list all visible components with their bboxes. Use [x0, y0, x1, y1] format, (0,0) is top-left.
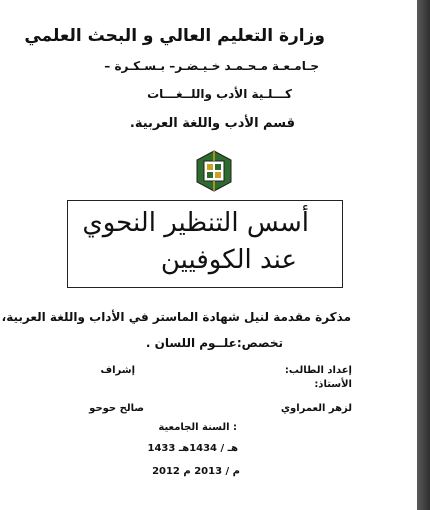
thesis-purpose: مذكرة مقدمة لنيل شهادة الماستر في الأداب واللغة العربية، — [1, 310, 351, 324]
thesis-title: أسس التنظير النحوي — [82, 208, 309, 238]
thesis-specialization: تخصص:علــوم اللسان . — [145, 336, 283, 350]
ministry-heading: وزارة التعليم العالي و البحث العلمي — [24, 26, 325, 46]
faculty-name: كـــلـية الأدب واللــغـــات — [147, 87, 292, 101]
professor-label: الأستاذ: — [314, 379, 352, 390]
viewer-background — [417, 0, 430, 510]
supervision-label: إشراف — [100, 365, 135, 376]
prepared-by-label: إعداد الطالب: — [284, 365, 352, 376]
university-name: جـامـعـة مـحـمـد خـيـضـر– بـسـكـرة – — [104, 59, 319, 73]
department-name: قسم الأدب واللغة العربية. — [129, 116, 295, 131]
student-name: لزهر العمراوي — [280, 403, 352, 414]
academic-year-label: : السنة الجامعية — [158, 422, 237, 433]
gregorian-year: م / 2013 م 2012 — [152, 466, 240, 477]
thesis-title-continued: عند الكوفيين — [160, 245, 297, 275]
hijri-year: هـ / 1434هـ 1433 — [147, 443, 238, 454]
university-emblem-icon — [193, 149, 235, 193]
supervisor-name: صالح حوحو — [89, 403, 144, 414]
